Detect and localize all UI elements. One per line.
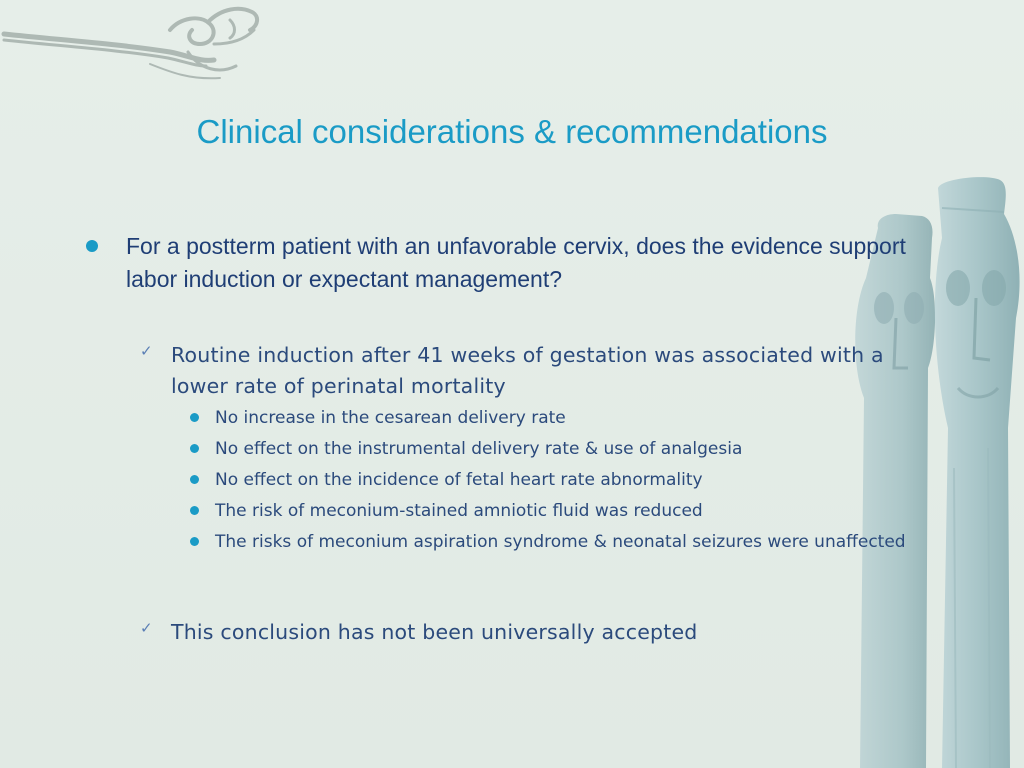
finding-item xyxy=(140,617,920,648)
detail-item xyxy=(190,436,920,462)
detail-text: No effect on the instrumental delivery rate & use of analgesia xyxy=(215,439,743,459)
finding-text: This conclusion has not been universally accepted xyxy=(171,620,698,644)
main-point-bullet xyxy=(86,230,916,296)
small-circle-bullet-icon xyxy=(190,413,199,422)
detail-text: The risks of meconium aspiration syndrome & neonatal seizures were unaffected xyxy=(215,532,906,552)
finding-item xyxy=(140,340,920,402)
detail-item xyxy=(190,529,920,555)
small-circle-bullet-icon xyxy=(190,444,199,453)
small-circle-bullet-icon xyxy=(190,537,199,546)
filled-circle-bullet-icon xyxy=(86,240,98,252)
slide-title: Clinical considerations & recommendations xyxy=(196,113,828,150)
detail-item xyxy=(190,405,920,431)
decorative-swirl-ornament xyxy=(0,0,270,90)
detail-text: No effect on the incidence of fetal heart rate abnormality xyxy=(215,470,703,490)
finding-text: Routine induction after 41 weeks of gestation was associated with a lower rate of perinatal mortality xyxy=(171,343,884,398)
checkmark-icon: ✓ xyxy=(140,619,153,637)
detail-text: The risk of meconium-stained amniotic fluid was reduced xyxy=(215,501,703,521)
checkmark-icon: ✓ xyxy=(140,342,153,360)
detail-item xyxy=(190,498,920,524)
small-circle-bullet-icon xyxy=(190,506,199,515)
main-point-text: For a postterm patient with an unfavorable cervix, does the evidence support labor induction or expectant management? xyxy=(126,233,906,292)
detail-item xyxy=(190,467,920,493)
detail-text: No increase in the cesarean delivery rate xyxy=(215,408,566,428)
finding-details-list xyxy=(190,405,920,560)
small-circle-bullet-icon xyxy=(190,475,199,484)
